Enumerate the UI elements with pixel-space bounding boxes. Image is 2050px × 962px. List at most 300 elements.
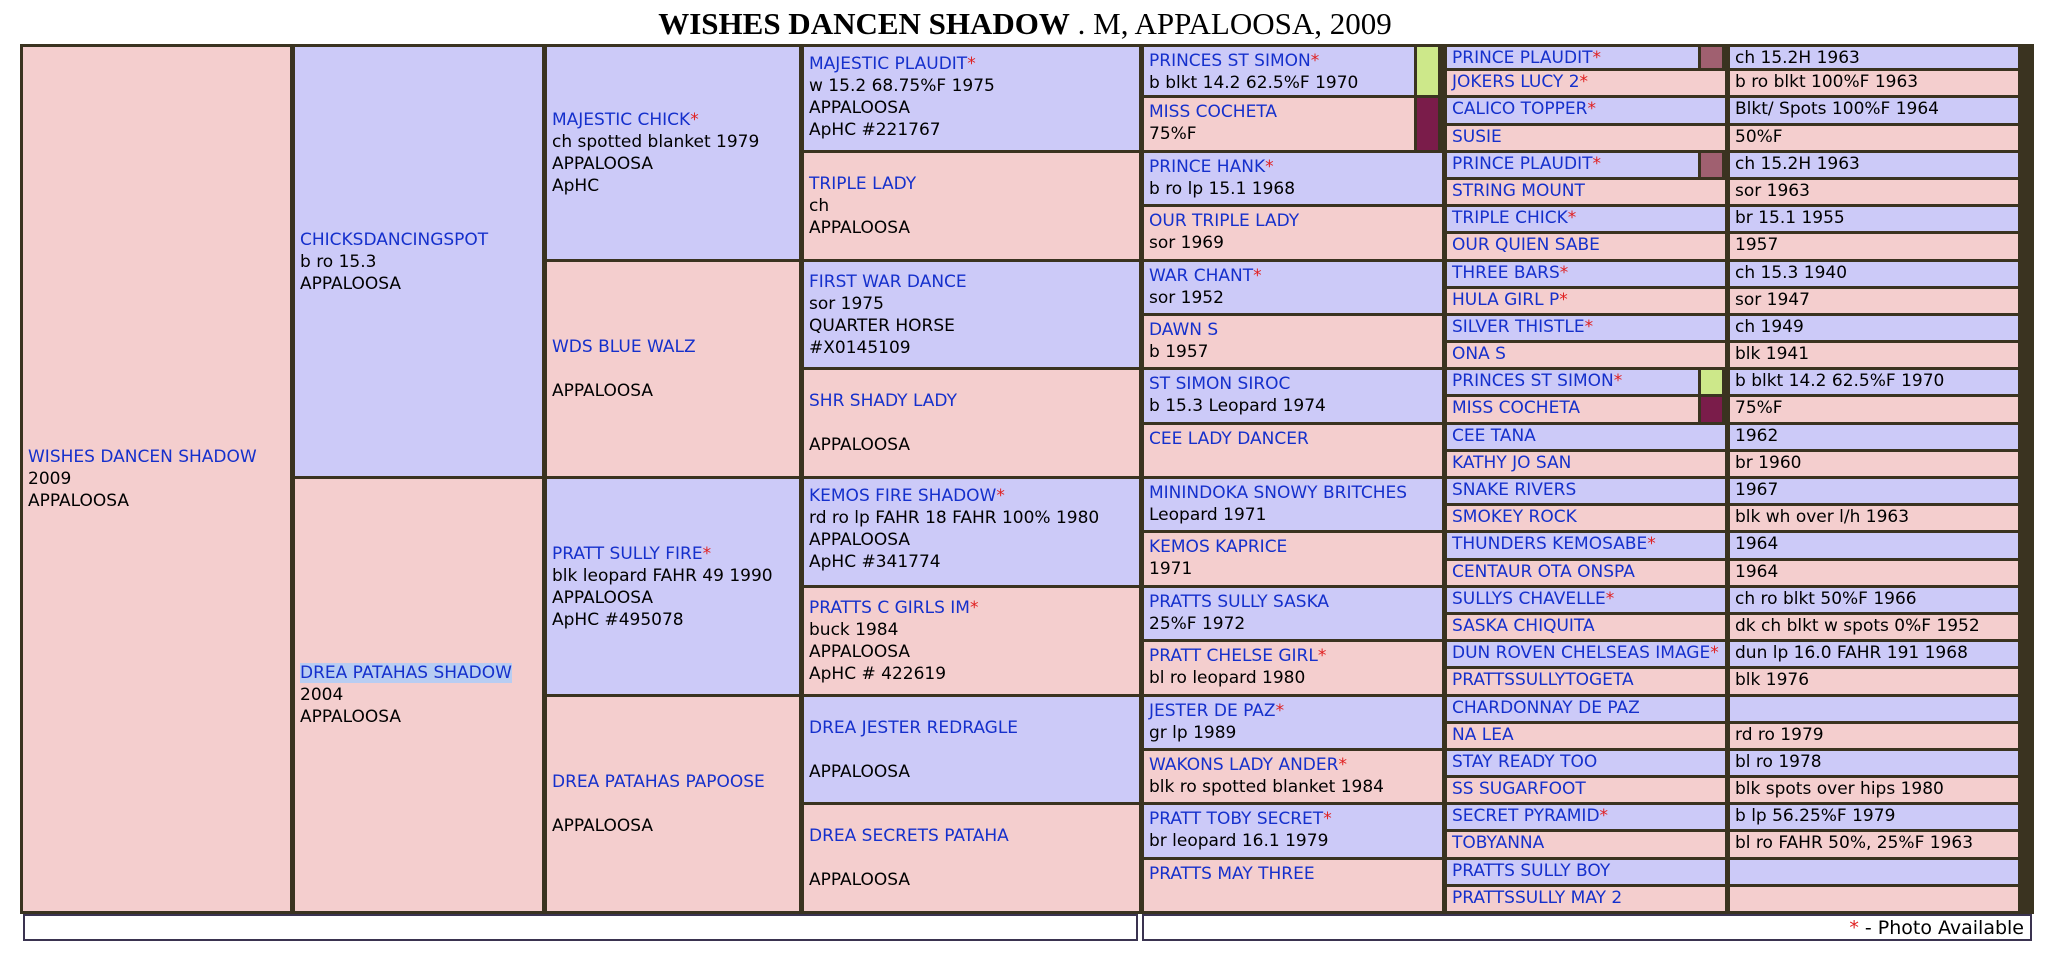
horse-name-link[interactable]: HULA GIRL P [1452, 290, 1560, 310]
gen5-cell [1144, 47, 1414, 95]
horse-detail [809, 412, 1139, 434]
horse-info [809, 390, 1139, 456]
horse-name-link[interactable]: DREA PATAHAS SHADOW [300, 663, 512, 683]
gen6-info-cell [1730, 805, 2018, 829]
photo-star-icon: * [1584, 317, 1594, 337]
horse-info [552, 109, 799, 197]
horse-name-link[interactable]: THUNDERS KEMOSABE [1452, 534, 1648, 554]
horse-name-row [809, 271, 1139, 293]
horse-name-link[interactable]: MAJESTIC PLAUDIT [809, 54, 968, 74]
horse-name-link[interactable]: PRATT TOBY SECRET [1149, 809, 1324, 829]
horse-name-row [552, 336, 799, 358]
photo-star-icon: * [1579, 72, 1589, 92]
gen6-info-cell [1730, 207, 2018, 231]
photo-star-icon: * [702, 544, 712, 564]
gen5-cell [1144, 533, 1442, 585]
horse-detail: bl ro FAHR 50%, 25%F 1963 [1735, 833, 1974, 853]
footer-legend [1142, 914, 2032, 941]
horse-name-link[interactable]: PRATTSSULLYTOGETA [1452, 670, 1634, 690]
gen6-info-cell [1730, 289, 2018, 313]
gen5-cell [1144, 153, 1442, 204]
horse-info [1149, 265, 1442, 309]
horse-detail [552, 793, 799, 815]
gen6-name-cell [1447, 370, 1698, 394]
horse-detail: bl ro 1978 [1735, 752, 1822, 772]
gen6-info-cell [1730, 615, 2018, 639]
gen6-info-cell [1730, 425, 2018, 449]
horse-info [1149, 156, 1442, 200]
gen6-name-cell [1447, 343, 1725, 367]
color-swatch-green [1701, 370, 1722, 394]
horse-detail: 1962 [1735, 426, 1779, 446]
gen6-name-cell [1447, 697, 1725, 721]
horse-detail: buck 1984 [809, 620, 899, 640]
horse-detail: APPALOOSA [809, 98, 911, 118]
gen6-info-cell [1730, 452, 2018, 476]
horse-name-row [1149, 754, 1442, 776]
horse-name-row [1149, 50, 1414, 72]
horse-info [1149, 50, 1414, 94]
horse-detail: ApHC #495078 [552, 610, 684, 630]
horse-detail: b ro 15.3 [300, 252, 377, 272]
gen6-name-cell [1447, 452, 1725, 476]
horse-detail: ch [809, 196, 830, 216]
gen6-name-cell [1447, 98, 1725, 123]
horse-name-link[interactable]: THREE BARS [1452, 263, 1560, 283]
gen6-name-cell [1447, 126, 1725, 150]
horse-detail [552, 358, 799, 380]
horse-name-row [300, 662, 542, 684]
horse-name-link[interactable]: DAWN S [1149, 320, 1219, 340]
pedigree-chart [20, 44, 2034, 939]
gen6-name-cell [1447, 506, 1725, 530]
sire-dam-cell [295, 47, 542, 476]
horse-name-link[interactable]: SNAKE RIVERS [1452, 480, 1577, 500]
gen6-name-cell [1447, 561, 1725, 585]
gen4-cell [804, 153, 1139, 259]
gen5-cell [1144, 860, 1442, 911]
gen6-name-cell [1447, 751, 1725, 775]
gen6-info-cell [1730, 832, 2018, 857]
gen4-cell [804, 262, 1139, 367]
horse-name-link[interactable]: MININDOKA SNOWY BRITCHES [1149, 483, 1408, 503]
gen5-cell [1144, 642, 1442, 694]
horse-name-link[interactable]: ONA S [1452, 344, 1506, 364]
horse-name-link[interactable]: WDS BLUE WALZ [552, 337, 696, 357]
horse-name-link[interactable]: CHICKSDANCINGSPOT [300, 230, 489, 250]
horse-info [809, 717, 1139, 783]
gen6-name-cell [1447, 153, 1698, 177]
horse-detail: 2009 [28, 469, 72, 489]
horse-name-link[interactable]: PRATTS SULLY BOY [1452, 861, 1611, 881]
subject-horse-cell [23, 47, 290, 911]
gen6-name-cell [1447, 71, 1725, 95]
gen4-cell [804, 479, 1139, 585]
horse-name-row [552, 771, 799, 793]
horse-detail: b lp 56.25%F 1979 [1735, 806, 1896, 826]
horse-detail: APPALOOSA [809, 435, 911, 455]
horse-info [809, 53, 1139, 141]
gen6-name-cell [1447, 397, 1698, 422]
horse-detail: sor 1969 [1149, 233, 1224, 253]
gen4-cell [804, 47, 1139, 150]
gen6-info-cell [1730, 98, 2018, 123]
horse-info [300, 229, 542, 295]
horse-name-link[interactable]: TRIPLE LADY [809, 174, 917, 194]
horse-detail: Blkt/ Spots 100%F 1964 [1735, 99, 1939, 119]
horse-detail: b 1957 [1149, 342, 1209, 362]
legend-text [1849, 917, 2024, 939]
horse-name-title: WISHES DANCEN SHADOW [658, 6, 1070, 41]
horse-name-link[interactable]: PRATT SULLY FIRE [552, 544, 703, 564]
gen4-cell [804, 370, 1139, 476]
horse-detail: APPALOOSA [300, 707, 402, 727]
horse-name-link[interactable]: MISS COCHETA [1149, 102, 1278, 122]
gen6-info-cell [1730, 561, 2018, 585]
horse-name-link[interactable]: DREA PATAHAS PAPOOSE [552, 772, 765, 792]
photo-star-icon: * [1605, 589, 1615, 609]
gen5-cell [1144, 207, 1442, 259]
gen6-info-cell [1730, 397, 2018, 422]
horse-detail: APPALOOSA [552, 588, 654, 608]
horse-name-link[interactable]: SMOKEY ROCK [1452, 507, 1577, 527]
horse-name-link[interactable]: MAJESTIC CHICK [552, 110, 691, 130]
horse-name-link[interactable]: PRINCE PLAUDIT [1452, 48, 1593, 68]
horse-name-row [1149, 645, 1442, 667]
horse-name-row [552, 109, 799, 131]
horse-detail: br leopard 16.1 1979 [1149, 831, 1329, 851]
horse-name-row [809, 597, 1139, 619]
horse-name-link[interactable]: CALICO TOPPER [1452, 99, 1588, 119]
color-swatch-maroon [1417, 98, 1438, 150]
gen6-name-cell [1447, 669, 1725, 694]
horse-name-link[interactable]: SUSIE [1452, 127, 1502, 147]
photo-star-icon: * [1849, 917, 1859, 939]
horse-detail: ApHC #341774 [809, 552, 941, 572]
gen6-info-cell [1730, 588, 2018, 612]
horse-name-row [809, 53, 1139, 75]
gen3-cell [547, 262, 799, 476]
photo-star-icon: * [1338, 755, 1347, 775]
horse-detail: 25%F 1972 [1149, 614, 1246, 634]
gen6-info-cell [1730, 343, 2018, 367]
horse-detail: 1971 [1149, 559, 1193, 579]
photo-star-icon: * [1587, 99, 1596, 119]
gen6-name-cell [1447, 778, 1725, 802]
horse-info [1149, 645, 1442, 689]
horse-detail: ch 1949 [1735, 317, 1804, 337]
horse-name-link[interactable]: PRATTS C GIRLS IM [809, 598, 970, 618]
sire-dam-cell [295, 479, 542, 911]
horse-name-link[interactable]: SILVER THISTLE [1452, 317, 1585, 337]
horse-name-link[interactable]: JOKERS LUCY 2 [1452, 72, 1580, 92]
horse-name-link[interactable]: NA LEA [1452, 725, 1514, 745]
gen6-info-cell [1730, 153, 2018, 177]
horse-info [1149, 591, 1442, 635]
horse-name-link[interactable]: TRIPLE CHICK [1452, 208, 1568, 228]
horse-name-link[interactable]: CENTAUR OTA ONSPA [1452, 562, 1635, 582]
horse-detail: 1957 [1735, 235, 1779, 255]
horse-name-row [1149, 428, 1442, 450]
gen6-info-cell [1730, 669, 2018, 694]
horse-name-row [1149, 156, 1442, 178]
horse-name-link[interactable]: CEE LADY DANCER [1149, 429, 1309, 449]
horse-name-link[interactable]: KEMOS FIRE SHADOW [809, 486, 997, 506]
horse-name-link[interactable]: DREA JESTER REDRAGLE [809, 718, 1019, 738]
gen6-name-cell [1447, 588, 1725, 612]
gen5-cell [1144, 425, 1442, 476]
photo-star-icon: * [1592, 48, 1601, 68]
gen6-name-cell [1447, 805, 1725, 829]
horse-name-link[interactable]: STAY READY TOO [1452, 752, 1598, 772]
horse-detail [809, 739, 1139, 761]
horse-name-link[interactable]: PRATTS MAY THREE [1149, 864, 1315, 884]
horse-detail: APPALOOSA [552, 816, 654, 836]
horse-detail: APPALOOSA [552, 154, 654, 174]
horse-info [1149, 808, 1442, 852]
horse-name-link[interactable]: OUR TRIPLE LADY [1149, 211, 1300, 231]
horse-detail: QUARTER HORSE [809, 316, 955, 336]
horse-name-row [1149, 591, 1442, 613]
horse-name-row [809, 173, 1139, 195]
horse-name-link[interactable]: WISHES DANCEN SHADOW [28, 447, 257, 467]
gen3-cell [547, 479, 799, 694]
gen6-name-cell [1447, 860, 1725, 884]
gen6-name-cell [1447, 262, 1725, 286]
photo-star-icon: * [1310, 51, 1320, 71]
horse-detail: sor 1947 [1735, 290, 1810, 310]
horse-name-link[interactable]: OUR QUIEN SABE [1452, 235, 1600, 255]
color-swatch-green [1417, 47, 1438, 95]
horse-detail: Leopard 1971 [1149, 505, 1267, 525]
horse-info [552, 771, 799, 837]
horse-name-link[interactable]: CEE TANA [1452, 426, 1536, 446]
horse-name-link[interactable]: KEMOS KAPRICE [1149, 537, 1288, 557]
horse-detail: sor 1952 [1149, 288, 1224, 308]
gen6-info-cell [1730, 479, 2018, 503]
horse-name-link[interactable]: MISS COCHETA [1452, 398, 1581, 418]
gen5-cell [1144, 479, 1442, 530]
horse-info [300, 662, 542, 728]
color-swatch-mauve [1701, 153, 1722, 177]
horse-name-link[interactable]: SHR SHADY LADY [809, 391, 957, 411]
photo-star-icon: * [1592, 154, 1601, 174]
horse-detail: rd ro lp FAHR 18 FAHR 100% 1980 [809, 508, 1100, 528]
horse-name-row [1149, 700, 1442, 722]
horse-name-link[interactable]: PRINCES ST SIMON [1452, 371, 1614, 391]
horse-detail: rd ro 1979 [1735, 725, 1824, 745]
horse-detail: ch 15.2H 1963 [1735, 48, 1860, 68]
horse-name-link[interactable]: PRATTSSULLY MAY 2 [1452, 888, 1623, 908]
horse-detail: w 15.2 68.75%F 1975 [809, 76, 995, 96]
horse-detail: ch spotted blanket 1979 [552, 132, 760, 152]
horse-detail: ch 15.3 1940 [1735, 263, 1848, 283]
gen6-name-cell [1447, 289, 1725, 313]
horse-detail: blk wh over l/h 1963 [1735, 507, 1910, 527]
horse-name-link[interactable]: KATHY JO SAN [1452, 453, 1572, 473]
horse-name-link[interactable]: DREA SECRETS PATAHA [809, 826, 1009, 846]
horse-info [1149, 700, 1442, 744]
gen6-name-cell [1447, 479, 1725, 503]
horse-detail: br 15.1 1955 [1735, 208, 1845, 228]
horse-name-row [28, 446, 290, 468]
photo-star-icon: * [1275, 701, 1285, 721]
gen6-name-cell [1447, 425, 1725, 449]
horse-detail: 1964 [1735, 562, 1779, 582]
gen6-info-cell [1730, 860, 2018, 884]
horse-detail: b ro blkt 100%F 1963 [1735, 72, 1919, 92]
gen5-cell [1144, 98, 1414, 150]
horse-info [1149, 428, 1442, 450]
horse-name-row [1149, 319, 1442, 341]
photo-star-icon: * [690, 110, 699, 130]
photo-star-icon: * [1647, 534, 1656, 554]
horse-detail: blk ro spotted blanket 1984 [1149, 777, 1384, 797]
horse-name-link[interactable]: JESTER DE PAZ [1149, 701, 1276, 721]
horse-detail: sor 1975 [809, 294, 884, 314]
horse-name-link[interactable]: WAKONS LADY ANDER [1149, 755, 1339, 775]
horse-name-link[interactable]: WAR CHANT [1149, 266, 1254, 286]
horse-detail: 2004 [300, 685, 344, 705]
horse-name-row [300, 229, 542, 251]
footer-left [23, 914, 1138, 941]
gen6-name-cell [1447, 207, 1725, 231]
horse-name-link[interactable]: ST SIMON SIROC [1149, 374, 1291, 394]
horse-info [1149, 373, 1442, 417]
horse-name-row [1149, 808, 1442, 830]
horse-name-row [1149, 101, 1414, 123]
gen6-info-cell [1730, 71, 2018, 95]
gen6-name-cell [1447, 887, 1725, 911]
gen5-cell [1144, 316, 1442, 367]
horse-detail [809, 847, 1139, 869]
horse-info [552, 543, 799, 631]
gen5-cell [1144, 370, 1442, 422]
gen6-name-cell [1447, 615, 1725, 639]
horse-detail: blk leopard FAHR 49 1990 [552, 566, 773, 586]
horse-detail: 75%F [1149, 124, 1197, 144]
horse-info [1149, 319, 1442, 363]
gen6-name-cell [1447, 180, 1725, 204]
horse-name-link[interactable]: PRATT CHELSE GIRL [1149, 646, 1318, 666]
photo-star-icon: * [969, 598, 979, 618]
color-swatch-mauve [1701, 47, 1722, 68]
horse-detail: dk ch blkt w spots 0%F 1952 [1735, 616, 1980, 636]
gen6-info-cell [1730, 47, 2018, 68]
legend-label: - Photo Available [1858, 917, 2024, 939]
horse-name-row [809, 825, 1139, 847]
photo-star-icon: * [1559, 290, 1568, 310]
gen5-cell [1144, 805, 1442, 857]
horse-detail: blk spots over hips 1980 [1735, 779, 1944, 799]
horse-detail: bl ro leopard 1980 [1149, 668, 1306, 688]
horse-name-row [552, 543, 799, 565]
gen6-name-cell [1447, 47, 1698, 68]
horse-name-link[interactable]: CHARDONNAY DE PAZ [1452, 698, 1640, 718]
horse-info [28, 446, 290, 512]
horse-detail: APPALOOSA [552, 381, 654, 401]
horse-info [1149, 863, 1442, 885]
horse-name-row [809, 485, 1139, 507]
gen5-cell [1144, 751, 1442, 802]
gen6-name-cell [1447, 724, 1725, 748]
horse-detail: br 1960 [1735, 453, 1802, 473]
gen6-info-cell [1730, 126, 2018, 150]
title-details: . M, APPALOOSA, 2009 [1069, 6, 1392, 41]
horse-detail: gr lp 1989 [1149, 723, 1237, 743]
horse-name-link[interactable]: TOBYANNA [1452, 833, 1545, 853]
horse-name-row [809, 717, 1139, 739]
horse-detail: APPALOOSA [300, 274, 402, 294]
horse-name-row [1149, 210, 1442, 232]
horse-detail: b blkt 14.2 62.5%F 1970 [1735, 371, 1945, 391]
horse-name-link[interactable]: SASKA CHIQUITA [1452, 616, 1595, 636]
gen4-cell [804, 588, 1139, 694]
horse-name-link[interactable]: FIRST WAR DANCE [809, 272, 967, 292]
gen6-info-cell [1730, 887, 2018, 911]
photo-star-icon: * [1559, 263, 1569, 283]
horse-info [1149, 754, 1442, 798]
gen6-info-cell [1730, 316, 2018, 340]
horse-info [1149, 482, 1442, 526]
horse-detail: #X0145109 [809, 338, 911, 358]
gen5-cell [1144, 262, 1442, 313]
horse-name-link[interactable]: PRINCES ST SIMON [1149, 51, 1311, 71]
horse-detail: APPALOOSA [809, 870, 911, 890]
gen6-info-cell [1730, 370, 2018, 394]
page-title [0, 6, 2050, 42]
horse-info [552, 336, 799, 402]
horse-name-link[interactable]: PRINCE PLAUDIT [1452, 154, 1593, 174]
horse-info [809, 825, 1139, 891]
gen4-cell [804, 697, 1139, 802]
gen6-info-cell [1730, 642, 2018, 666]
horse-name-link[interactable]: SS SUGARFOOT [1452, 779, 1586, 799]
horse-name-row [809, 390, 1139, 412]
gen6-name-cell [1447, 316, 1725, 340]
horse-name-row [1149, 373, 1442, 395]
horse-name-link[interactable]: SECRET PYRAMID [1452, 806, 1600, 826]
photo-star-icon: * [1323, 809, 1332, 829]
horse-detail: 1964 [1735, 534, 1779, 554]
horse-detail: APPALOOSA [809, 530, 911, 550]
horse-name-link[interactable]: PRINCE HANK [1149, 157, 1266, 177]
horse-detail: ApHC #221767 [809, 120, 941, 140]
horse-name-link[interactable]: PRATTS SULLY SASKA [1149, 592, 1330, 612]
horse-name-row [1149, 265, 1442, 287]
horse-detail: APPALOOSA [809, 218, 911, 238]
gen3-cell [547, 697, 799, 911]
gen6-info-cell [1730, 778, 2018, 802]
horse-info [809, 597, 1139, 685]
gen6-info-cell [1730, 751, 2018, 775]
horse-name-row [1149, 536, 1442, 558]
photo-star-icon: * [1317, 646, 1327, 666]
horse-detail: b 15.3 Leopard 1974 [1149, 396, 1326, 416]
horse-detail: b ro lp 15.1 1968 [1149, 179, 1296, 199]
photo-star-icon: * [967, 54, 976, 74]
horse-name-link[interactable]: STRING MOUNT [1452, 181, 1585, 201]
gen4-cell [804, 805, 1139, 911]
photo-star-icon: * [1253, 266, 1262, 286]
horse-name-link[interactable]: DUN ROVEN CHELSEAS IMAGE [1452, 643, 1711, 663]
gen5-cell [1144, 697, 1442, 748]
gen5-cell [1144, 588, 1442, 639]
horse-name-link[interactable]: SULLYS CHAVELLE [1452, 589, 1606, 609]
horse-info [1149, 536, 1442, 580]
photo-star-icon: * [996, 486, 1005, 506]
horse-info [809, 173, 1139, 239]
